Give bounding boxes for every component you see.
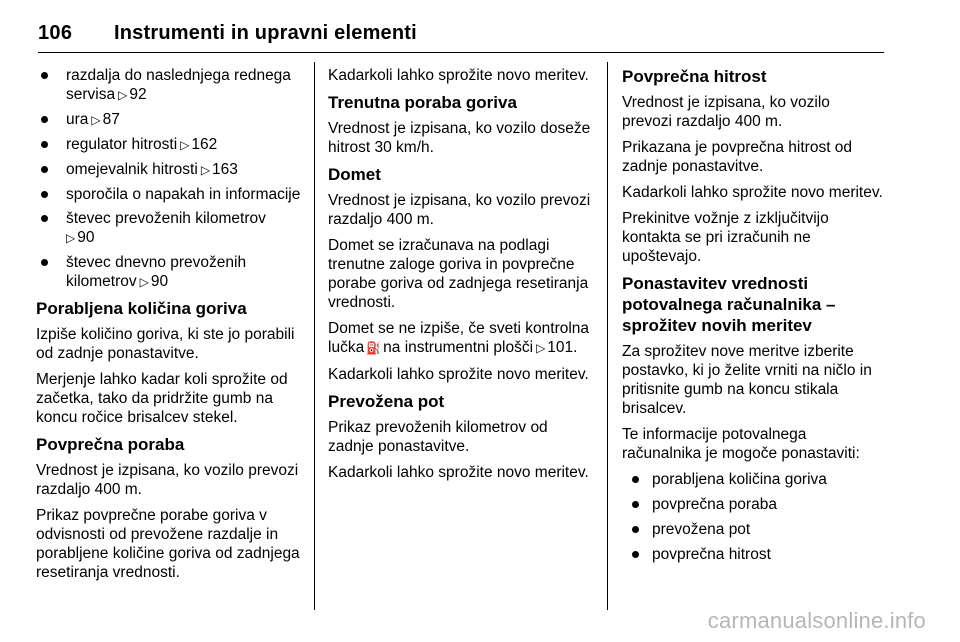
page-reference-icon: ▷ — [536, 341, 546, 355]
page-reference-icon: ▷ — [200, 163, 211, 177]
page-reference-icon: ▷ — [118, 88, 128, 102]
list-item: števec dnevno prevoženih kilometrov ▷ 90 — [36, 253, 301, 292]
list-item: razdalja do naslednjega rednega servisa ▷ 92 — [36, 66, 301, 105]
paragraph: Domet se izračunava na podlagi trenutne zaloge goriva in povprečne porabe goriva od zadnjega resetiranja vrednosti. — [328, 237, 589, 311]
paragraph: Izpiše količino goriva, ki ste jo porabili od zadnje ponastavitve. — [36, 326, 295, 362]
page-header — [38, 22, 884, 53]
list-item: povprečna hitrost — [622, 545, 884, 564]
paragraph: Vrednost je izpisana, ko vozilo doseže hitrost 30 km/h. — [328, 120, 591, 156]
page-reference-link[interactable]: 90 — [77, 229, 95, 246]
section-heading-reset: Ponastavitev vrednosti potovalnega računalnika – sprožitev novih meritev — [622, 274, 836, 335]
fuel-pump-icon: ⛽ — [366, 341, 382, 355]
page-reference-icon: ▷ — [139, 275, 149, 289]
page-reference-icon: ▷ — [66, 231, 76, 245]
list-item: ura ▷ 87 — [36, 110, 301, 130]
page-reference-link[interactable]: 163 — [212, 161, 238, 178]
list-item: povprečna poraba — [622, 495, 884, 514]
list-item: števec prevoženih kilometrov ▷ 90 — [36, 209, 301, 248]
paragraph: Vrednost je izpisana, ko vozilo prevozi razdaljo 400 m. — [622, 94, 830, 130]
column-divider-2 — [607, 62, 608, 610]
paragraph: Prikazana je povprečna hitrost od zadnje ponastavitve. — [622, 139, 853, 175]
page-reference-link[interactable]: 101. — [547, 339, 578, 356]
paragraph: Kadarkoli lahko sprožite novo meritev. — [328, 366, 589, 383]
section-heading-fuel-used: Porabljena količina goriva — [36, 299, 247, 318]
paragraph: Domet se ne izpiše, če sveti kontrolna lučka ⛽ na instrumentni plošči ▷ 101. — [328, 320, 590, 356]
page-reference-link[interactable]: 87 — [102, 111, 120, 128]
paragraph: Kadarkoli lahko sprožite novo meritev. — [622, 184, 883, 201]
paragraph: Merjenje lahko kadar koli sprožite od začetka, tako da pridržite gumb na koncu ročice brisalcev stekel. — [36, 371, 288, 426]
column-divider-1 — [314, 62, 315, 610]
column-2 — [328, 66, 596, 489]
list-item: regulator hitrosti ▷ 162 — [36, 135, 301, 155]
paragraph: Kadarkoli lahko sprožite novo meritev. — [328, 464, 589, 481]
watermark: carmanualsonline.info — [707, 608, 926, 633]
paragraph: Prikaz povprečne porabe goriva v odvisnosti od prevožene razdalje in porabljene količine goriva od zadnjega resetiranja vrednosti. — [36, 507, 300, 581]
list-item: prevožena pot — [622, 520, 884, 539]
page-reference-icon: ▷ — [180, 138, 190, 152]
paragraph: Prikaz prevoženih kilometrov od zadnje ponastavitve. — [328, 419, 548, 455]
page-number: 106 — [38, 22, 73, 44]
section-heading-average-consumption: Povprečna poraba — [36, 435, 185, 454]
list-item: porabljena količina goriva — [622, 470, 884, 489]
section-heading-distance: Prevožena pot — [328, 392, 445, 411]
paragraph: Vrednost je izpisana, ko vozilo prevozi razdaljo 400 m. — [328, 192, 591, 228]
info-bullet-list — [36, 66, 301, 292]
page-reference-link[interactable]: 90 — [150, 273, 169, 290]
section-heading-average-speed: Povprečna hitrost — [622, 67, 767, 86]
column-3 — [622, 66, 884, 570]
paragraph: Te informacije potovalnega računalnika je mogoče ponastaviti: — [622, 426, 860, 462]
paragraph: Kadarkoli lahko sprožite novo meritev. — [328, 67, 589, 84]
paragraph: Za sprožitev nove meritve izberite postavko, ki jo želite vrniti na ničlo in pritisnite gumb na koncu stikala brisalcev. — [622, 343, 872, 417]
section-heading-range: Domet — [328, 165, 381, 184]
page-reference-link[interactable]: 92 — [129, 86, 147, 103]
column-1 — [36, 66, 301, 589]
page-reference-link[interactable]: 162 — [191, 136, 218, 153]
paragraph: Prekinitve vožnje z izključitvijo kontakta se pri izračunih ne upoštevajo. — [622, 210, 829, 265]
page-reference-icon: ▷ — [91, 113, 101, 127]
list-item: sporočila o napakah in informacije — [36, 185, 301, 204]
section-heading-current-consumption: Trenutna poraba goriva — [328, 93, 517, 112]
list-item: omejevalnik hitrosti ▷ 163 — [36, 160, 301, 180]
reset-bullet-list — [622, 470, 884, 564]
page-title: Instrumenti in upravni elementi — [114, 22, 417, 44]
paragraph: Vrednost je izpisana, ko vozilo prevozi razdaljo 400 m. — [36, 462, 299, 498]
